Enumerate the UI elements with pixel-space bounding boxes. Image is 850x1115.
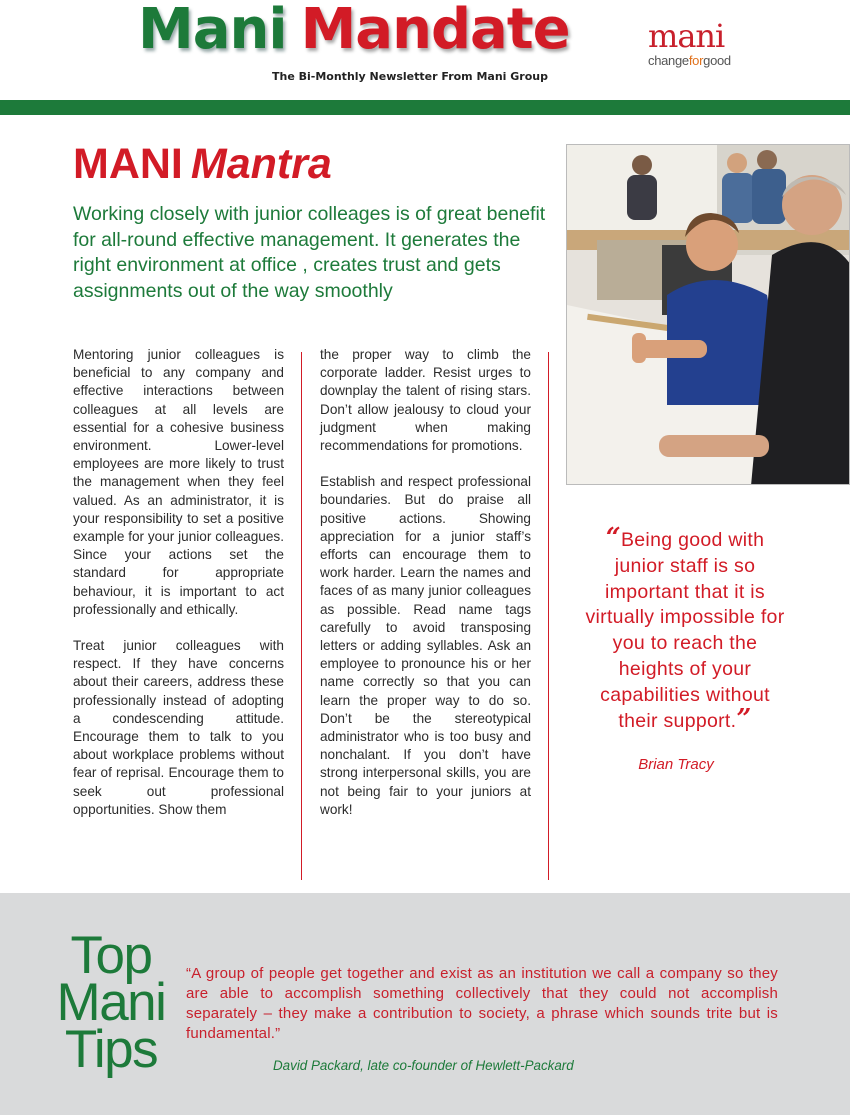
masthead-title-word1: Mani (138, 0, 287, 62)
brand-name: mani (648, 17, 725, 55)
column-divider (301, 352, 302, 880)
tips-title-line: Top (70, 926, 152, 985)
column-divider (548, 352, 549, 880)
article-title-bold: MANI (73, 140, 183, 188)
office-photo (566, 144, 850, 485)
paragraph: Treat junior colleagues with respect. If they have concerns about their careers, address these professionally instead of adopting a condescending attitude. Encourage them to talk to you about workplace problems without fear of reprisal. Encourage them to seek out professional opportunities. Show them (73, 638, 284, 817)
tips-quote: “A group of people get together and exist as an institution we call a company so they are able to accomplish something collectively that they could not accomplish separately – they make a contribution to society, a phrase which sounds trite but is fundamental.” (186, 965, 778, 1042)
paragraph: Establish and respect professional boundaries. But do praise all positive actions. Showing appreciation for a junior staff’s efforts can encourage them to work harder. Learn the names and faces of as many junior colleagues as possible. Read name tags carefully to avoid transposing letters or adding syllables. Ask an employee to pronounce his or her name correctly so that you can learn the proper way to do so. Don’t be the stereotypical administrator who is too busy and nonchalant. If you don’t have strong interpersonal skills, you are not being fair to your juniors at work! (320, 474, 531, 817)
tips-title-line: Mani (56, 973, 166, 1032)
tips-quote-author: David Packard, late co-founder of Hewlett-Packard (273, 1058, 574, 1073)
open-quote-icon: “ (605, 523, 621, 553)
article-title-italic: Mantra (190, 140, 332, 188)
brand-tagline (648, 53, 758, 68)
brand-tag-change: change (648, 52, 689, 68)
masthead-title (138, 0, 570, 62)
pull-quote-text: Being good with junior staff is so important that it is virtually impossible for you to reach the heights of your capabilities without their support. (585, 529, 785, 732)
article-column-1 (73, 346, 284, 837)
paragraph: Mentoring junior colleagues is beneficial to any company and effective interactions between colleagues at all levels are essential for a cohesive business environment. Lower-level employees are more likely to trust the management when they feel valued. As an administrator, it is your responsibility to set a positive example for your junior colleagues. Since your actions set the standard for appropriate behaviour, it is important to act professionally and ethically. (73, 347, 284, 617)
article-column-2 (320, 346, 531, 837)
tips-title (46, 926, 176, 1079)
brand-logo (648, 17, 758, 68)
article-intro: Working closely with junior colleages is of great benefit for all-round effective management. It generates the right environment at office , creates trust and gets assignments out of the way smoothly (73, 203, 546, 302)
pull-quote-author: Brian Tracy (638, 756, 714, 774)
tips-title-line: Tips (64, 1020, 158, 1079)
pull-quote (580, 523, 790, 774)
brand-tag-good: good (703, 52, 731, 68)
brand-tag-for: for (688, 52, 704, 68)
article-title (73, 140, 332, 188)
paragraph: the proper way to climb the corporate ladder. Resist urges to downplay the talent of rising stars. Don’t allow jealousy to cloud your judgment when making recommendations for promotions. (320, 347, 531, 454)
masthead-subtitle: The Bi-Monthly Newsletter From Mani Group (272, 70, 548, 83)
masthead-title-word2: Mandate (300, 0, 570, 62)
close-quote-icon: ” (736, 703, 752, 734)
header-divider-bar (0, 100, 850, 115)
